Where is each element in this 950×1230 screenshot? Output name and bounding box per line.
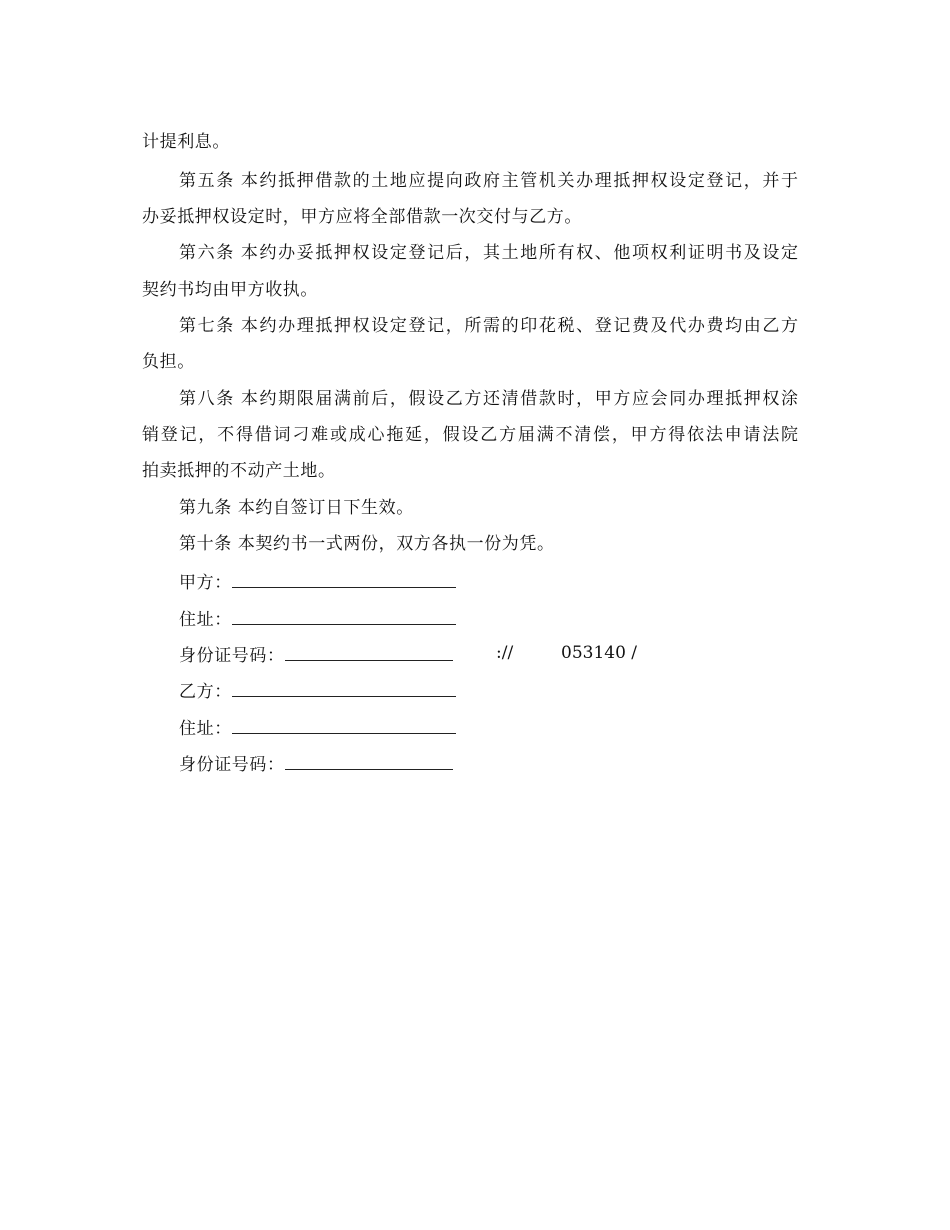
party-b-blank[interactable] <box>232 679 456 697</box>
party-a-id-label: 身份证号码： <box>179 646 285 666</box>
party-a-id-field <box>179 643 453 666</box>
article-7-number: 第七条 <box>179 316 235 336</box>
article-8-line-3: 拍卖抵押的不动产土地。 <box>142 461 336 481</box>
article-5-line-2: 办妥抵押权设定时，甲方应将全部借款一次交付与乙方。 <box>142 207 582 227</box>
article-7-text-1: 本约办理抵押权设定登记，所需的印花税、登记费及代办费均由乙方 <box>240 316 798 336</box>
party-a-blank[interactable] <box>232 570 456 588</box>
article-5-line-1 <box>179 171 798 191</box>
party-b-address-field <box>179 716 456 739</box>
party-b-id-blank[interactable] <box>285 752 453 770</box>
party-b-id-label: 身份证号码： <box>179 755 285 775</box>
article-8-line-1 <box>179 389 798 409</box>
article-6-text-1: 本约办妥抵押权设定登记后，其土地所有权、他项权利证明书及设定 <box>240 243 798 263</box>
article-9-line-1 <box>179 498 414 518</box>
article-6-line-2: 契约书均由甲方收执。 <box>142 280 318 300</box>
article-9-number: 第九条 <box>179 498 232 518</box>
party-a-field <box>179 570 456 593</box>
article-6-line-1 <box>179 243 798 263</box>
party-a-label: 甲方： <box>179 573 232 593</box>
party-a-address-label: 住址： <box>179 610 232 630</box>
article-10-text-1: 本契约书一式两份，双方各执一份为凭。 <box>237 534 555 554</box>
article-5-number: 第五条 <box>179 171 235 191</box>
party-a-address-blank[interactable] <box>232 607 456 625</box>
article-9-text-1: 本约自签订日下生效。 <box>237 498 414 518</box>
article-5-text-1: 本约抵押借款的土地应提向政府主管机关办理抵押权设定登记，并于 <box>240 171 798 191</box>
party-b-address-blank[interactable] <box>232 716 456 734</box>
party-b-field <box>179 679 456 702</box>
article-8-number: 第八条 <box>179 389 235 409</box>
party-b-address-label: 住址： <box>179 719 232 739</box>
article-7-line-1 <box>179 316 798 336</box>
article-7-line-2: 负担。 <box>142 352 195 372</box>
article-10-number: 第十条 <box>179 534 232 554</box>
fragment-line: 计提利息。 <box>142 132 230 152</box>
stray-text-2: 053140 / <box>561 643 638 663</box>
party-a-id-blank[interactable] <box>285 643 453 661</box>
article-6-number: 第六条 <box>179 243 235 263</box>
party-b-label: 乙方： <box>179 682 232 702</box>
article-8-line-2: 销登记，不得借词刁难或成心拖延，假设乙方届满不清偿，甲方得依法申请法院 <box>142 425 798 445</box>
article-10-line-1 <box>179 534 555 554</box>
party-a-address-field <box>179 607 456 630</box>
article-8-text-1: 本约期限届满前后，假设乙方还清借款时，甲方应会同办理抵押权涂 <box>240 389 798 409</box>
party-b-id-field <box>179 752 453 775</box>
stray-text-1: :// <box>496 643 514 663</box>
